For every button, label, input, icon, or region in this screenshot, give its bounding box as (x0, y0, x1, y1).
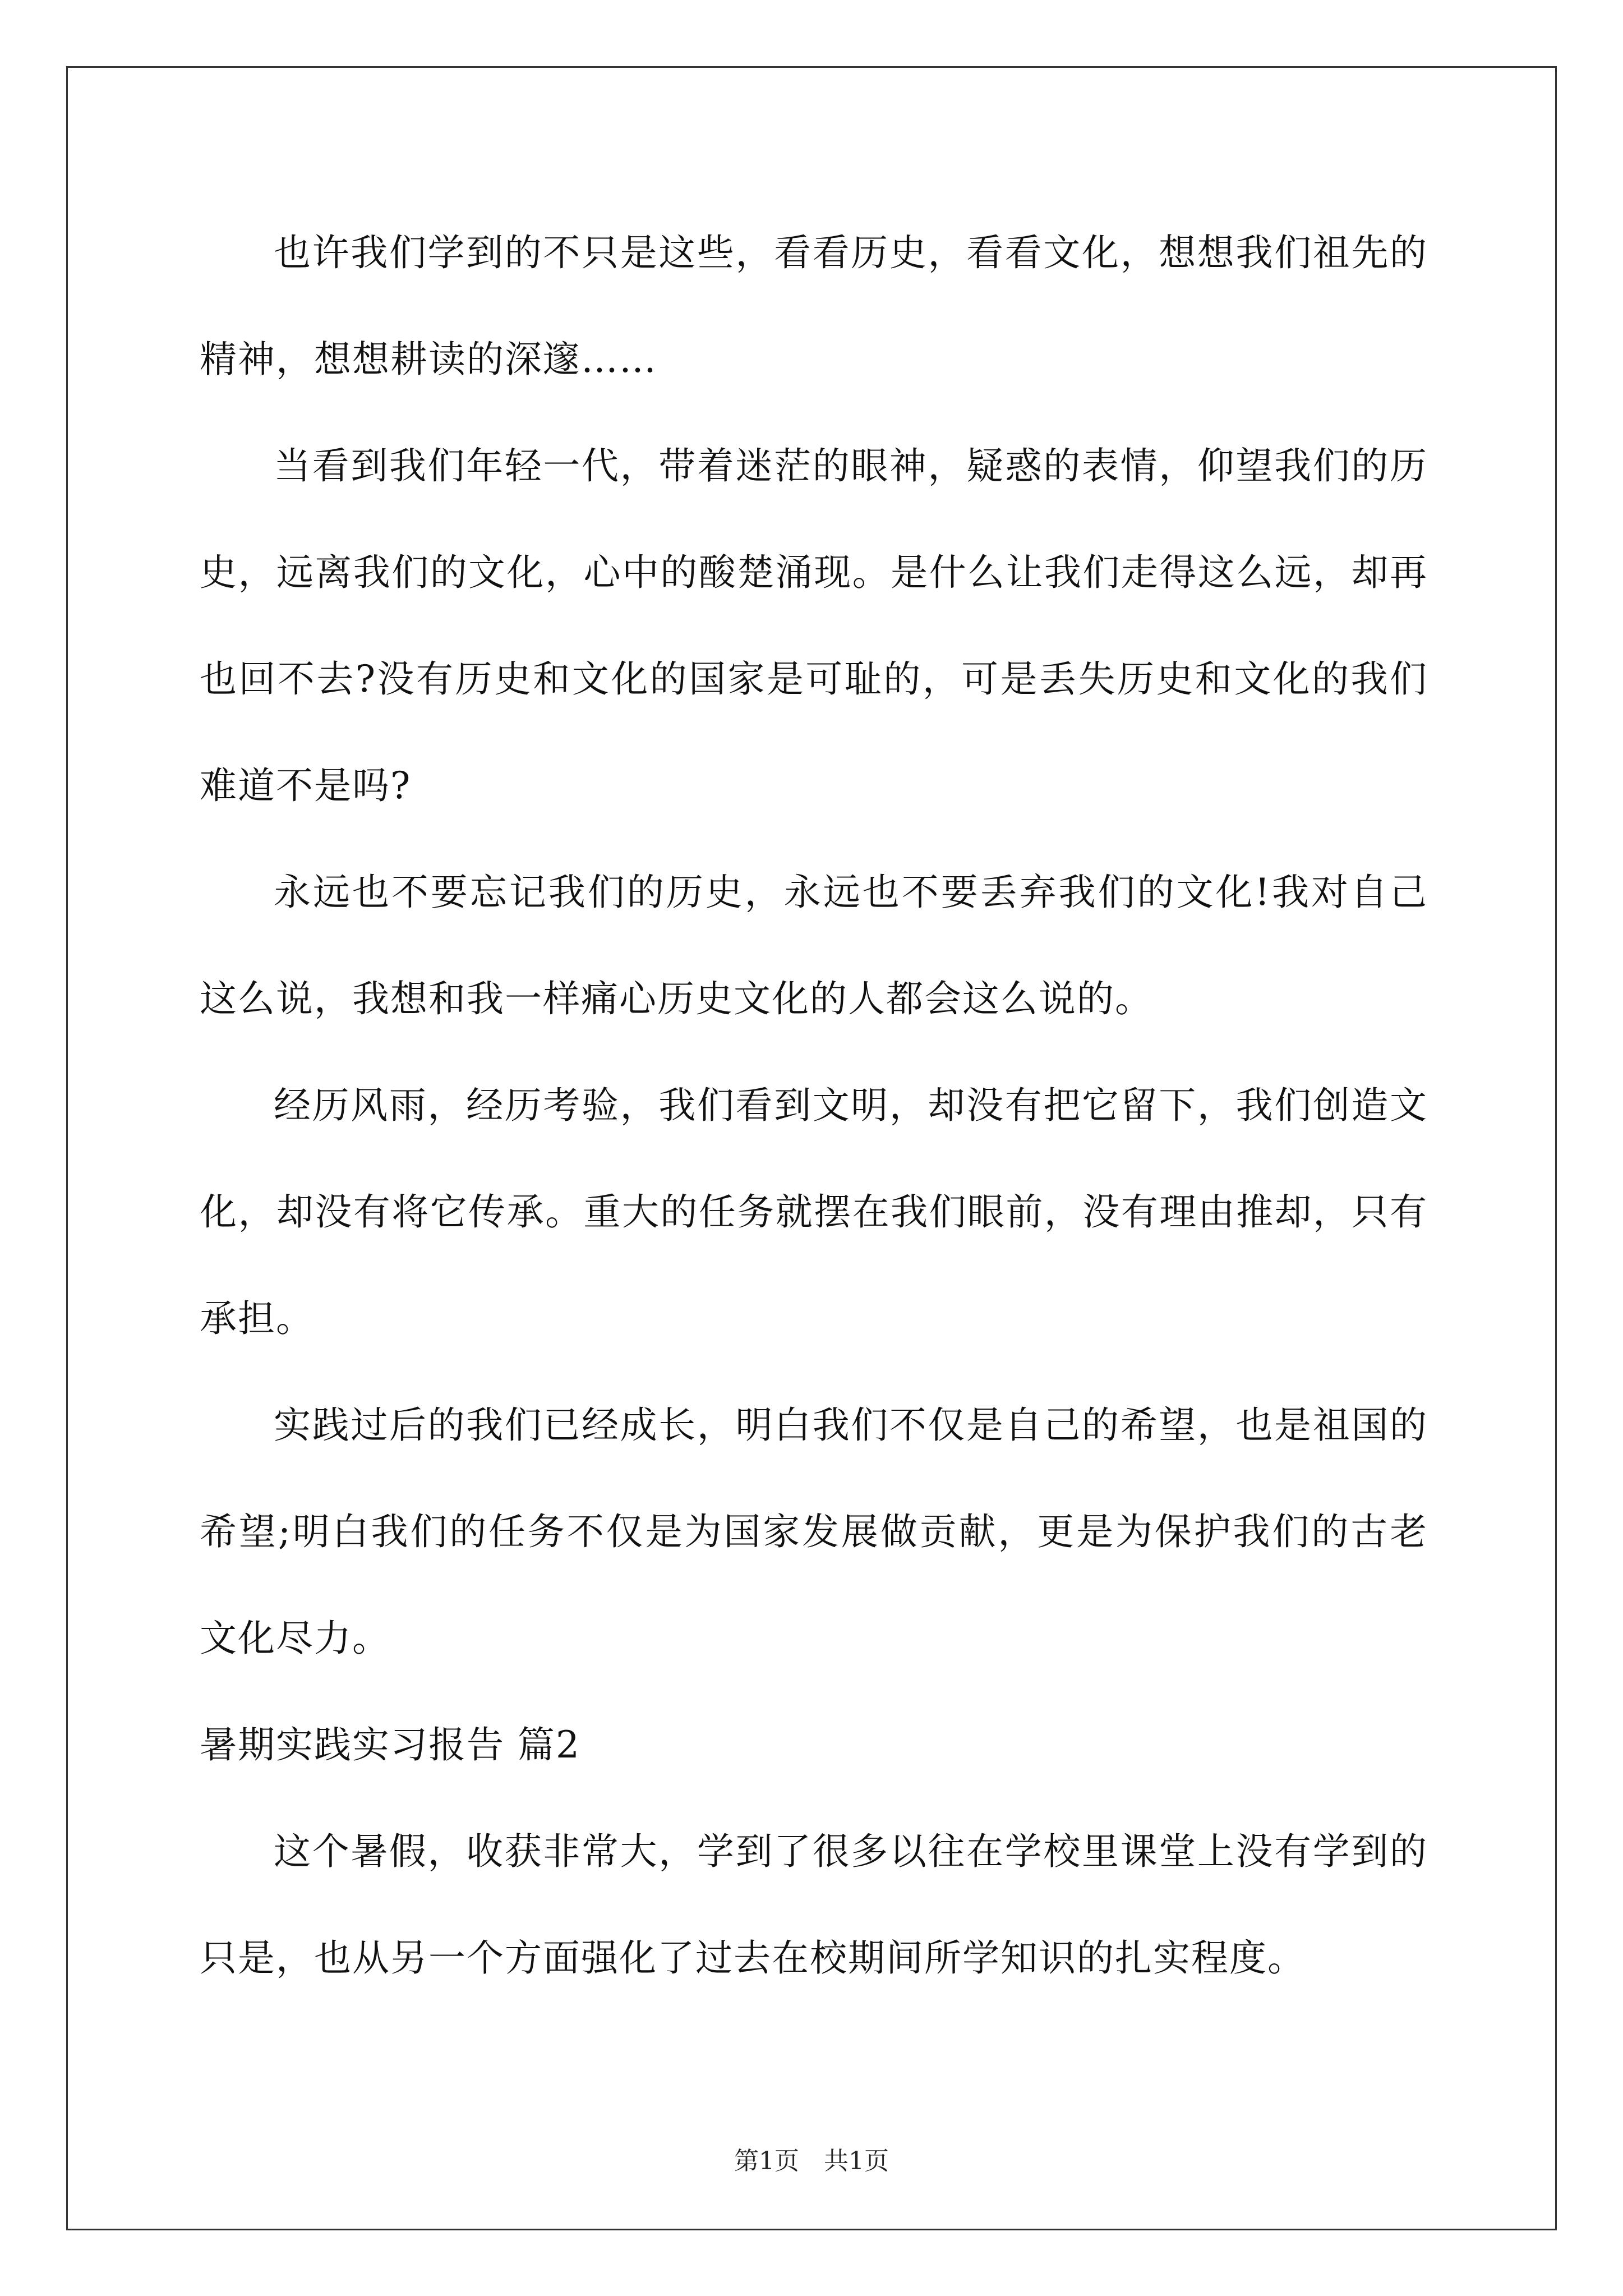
paragraph: 经历风雨，经历考验，我们看到文明，却没有把它留下，我们创造文化，却没有将它传承。重大的任务就摆在我们眼前，没有理由推却，只有承担。 (200, 1084, 1428, 1340)
paragraph: 永远也不要忘记我们的历史，永远也不要丢弃我们的文化!我对自己这么说，我想和我一样痛心历史文化的人都会这么说的。 (200, 871, 1428, 1020)
document-body (200, 200, 1428, 2012)
page-footer (0, 2141, 1623, 2177)
paragraph: 也许我们学到的不只是这些，看看历史，看看文化，想想我们祖先的精神，想想耕读的深邃…… (200, 231, 1428, 381)
paragraph: 这个暑假，收获非常大，学到了很多以往在学校里课堂上没有学到的只是，也从另一个方面强化了过去在校期间所学知识的扎实程度。 (200, 1830, 1428, 1980)
paragraph: 当看到我们年轻一代，带着迷茫的眼神，疑惑的表情，仰望我们的历史，远离我们的文化，心中的酸楚涌现。是什么让我们走得这么远，却再也回不去?没有历史和文化的国家是可耻的，可是丢失历史和文化的我们难道不是吗? (200, 444, 1428, 807)
page-total: 共1页 (824, 2147, 889, 2175)
page-number: 第1页 (734, 2147, 799, 2175)
section-heading: 暑期实践实习报告 篇2 (200, 1723, 580, 1766)
paragraph: 实践过后的我们已经成长，明白我们不仅是自己的希望，也是祖国的希望;明白我们的任务不仅是为国家发展做贡献，更是为保护我们的古老文化尽力。 (200, 1404, 1428, 1660)
